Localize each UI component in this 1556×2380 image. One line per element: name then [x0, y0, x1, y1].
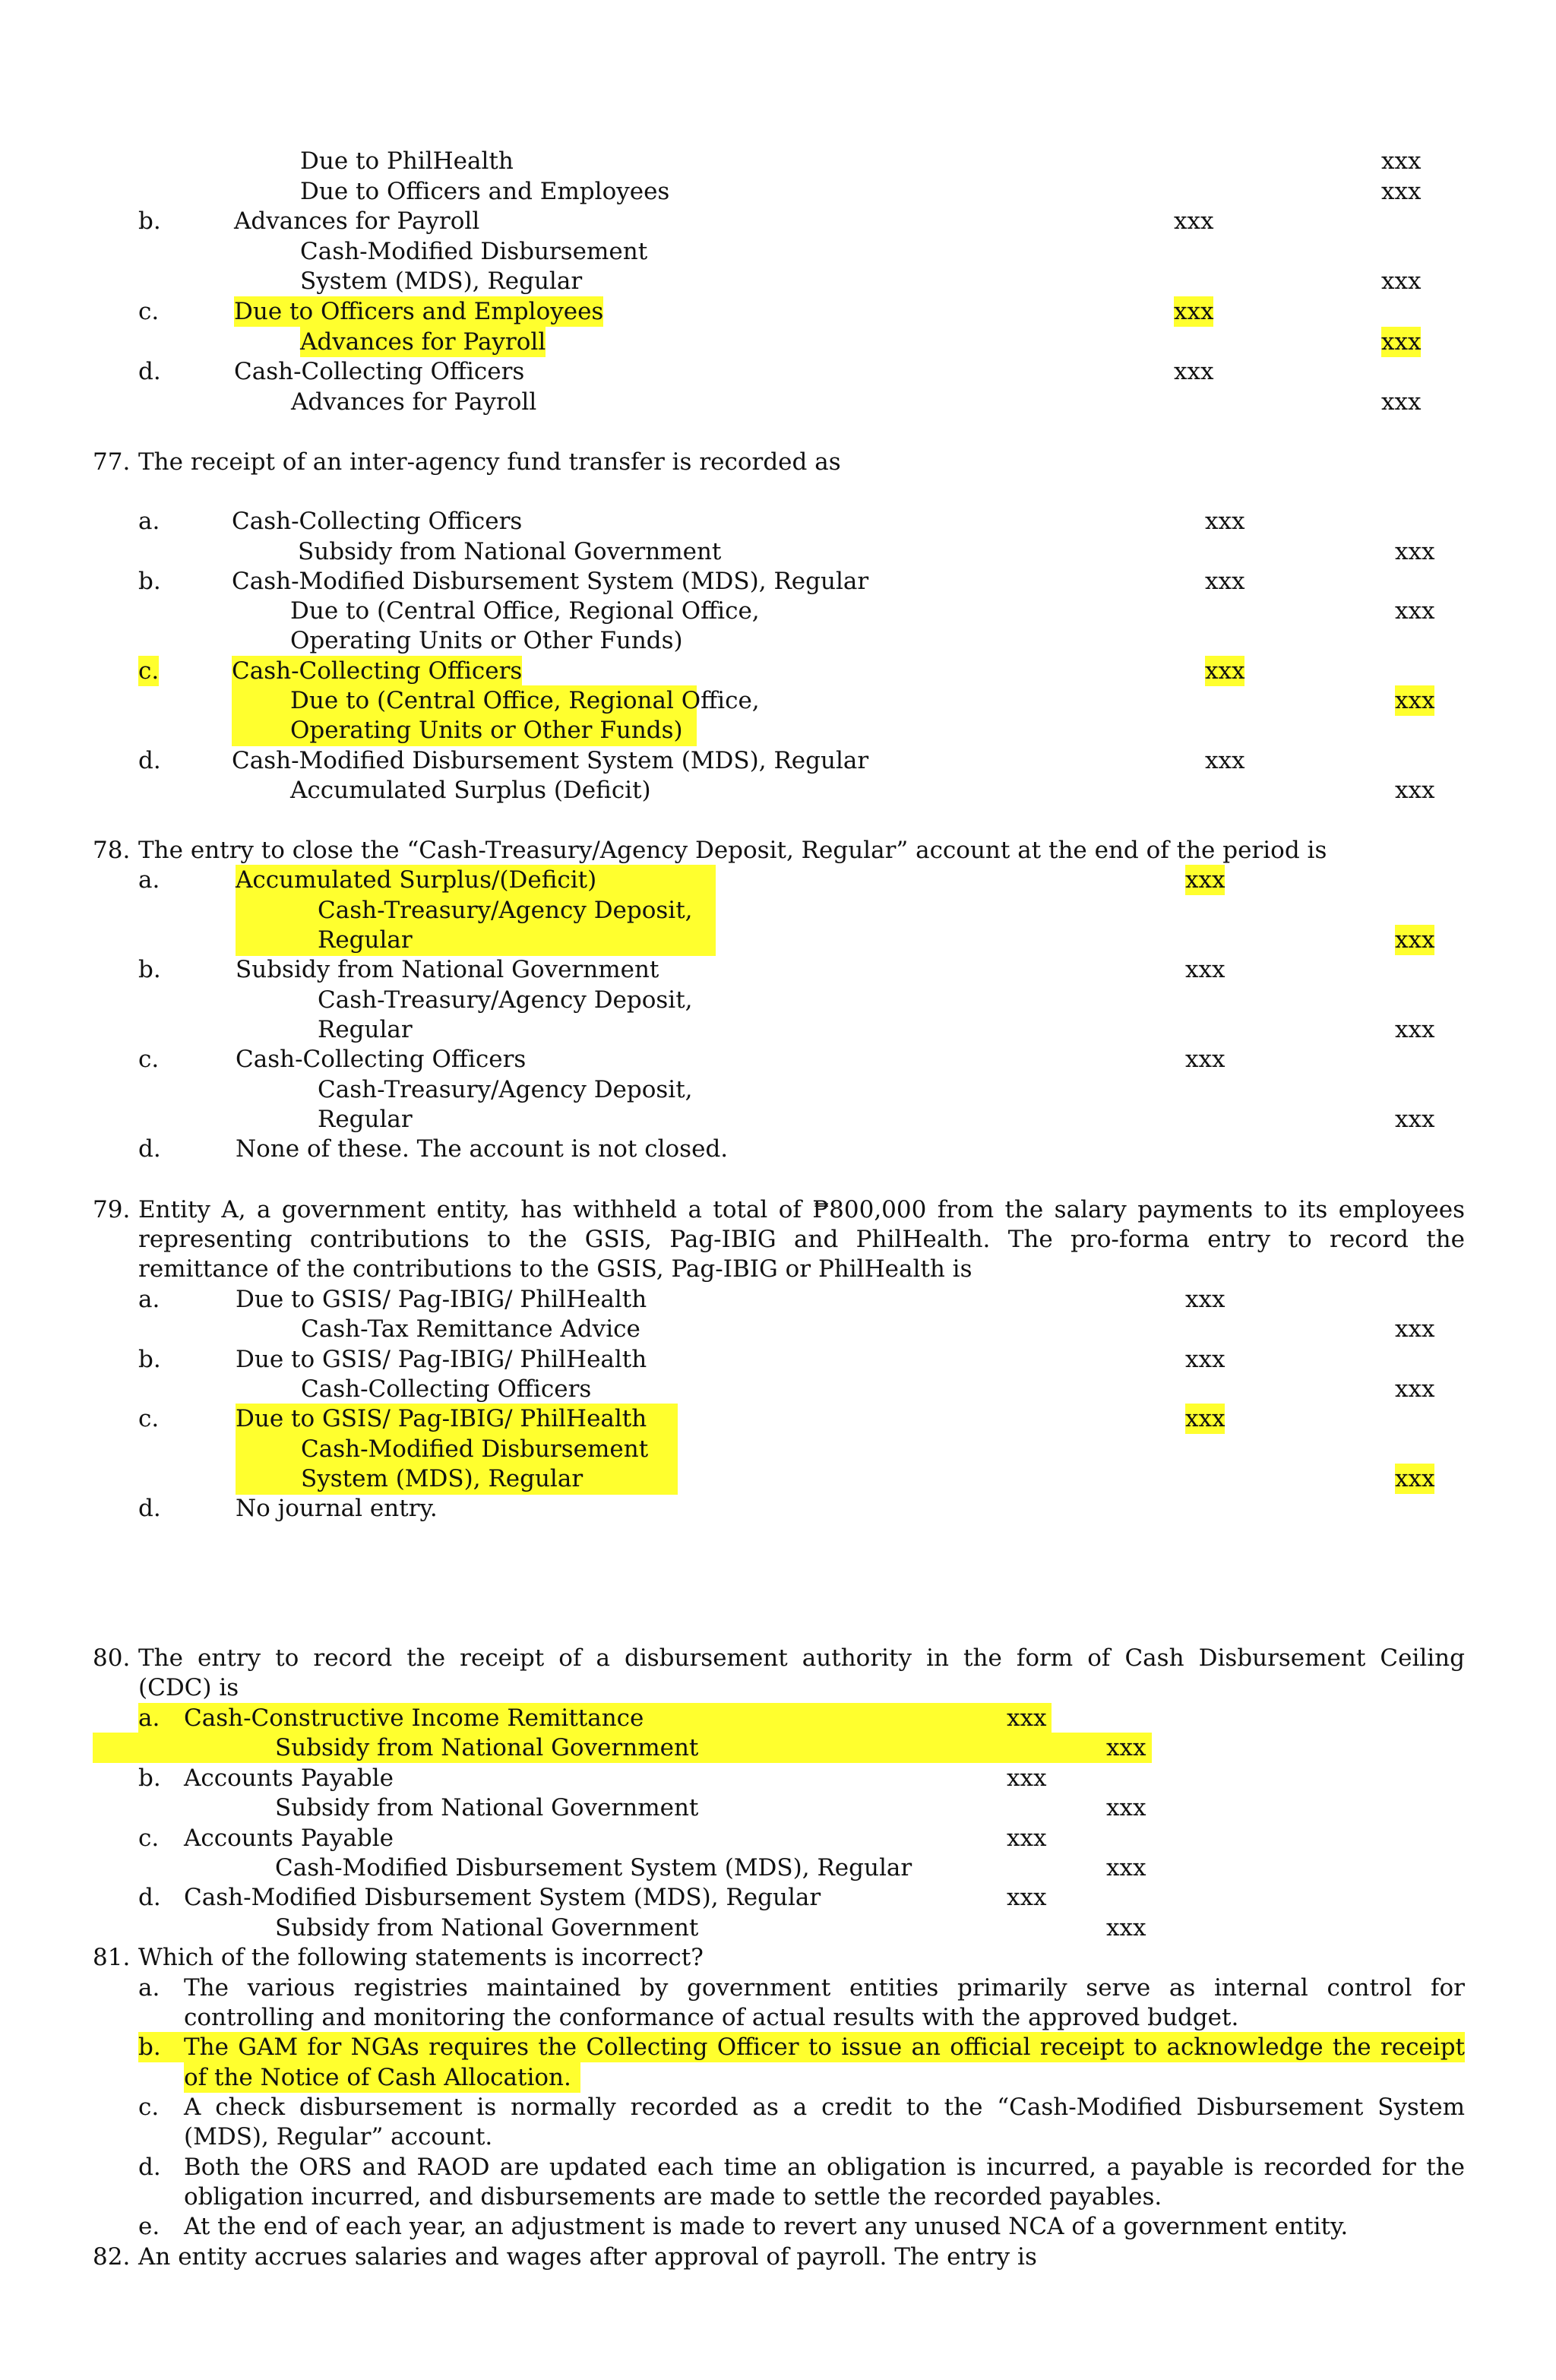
debit-amount: xxx	[1205, 747, 1245, 774]
credit-amount: xxx	[1106, 1854, 1146, 1882]
entry-credit-line: System (MDS), Regular	[300, 267, 583, 295]
entry-credit-line: Subsidy from National Government	[298, 538, 722, 565]
option-letter: b.	[138, 207, 161, 235]
credit-amount: xxx	[1395, 777, 1435, 804]
credit-amount: xxx	[1395, 1016, 1435, 1043]
entry-credit-line: Cash-Treasury/Agency Deposit,	[318, 986, 693, 1014]
question-number: 80.	[93, 1644, 131, 1672]
option-letter: a.	[138, 866, 160, 894]
answer-debit-amount: xxx	[1007, 1704, 1047, 1732]
credit-amount: xxx	[1381, 267, 1422, 295]
option-letter: d.	[138, 1135, 161, 1163]
entry-credit-line: Operating Units or Other Funds)	[290, 627, 683, 654]
answer-debit-amount: xxx	[1174, 298, 1214, 325]
question-stem-line: The entry to record the receipt of a disbursement authority in the form of Cash Disbursement Ceiling	[138, 1644, 1465, 1672]
entry-credit-line: Accumulated Surplus (Deficit)	[290, 777, 651, 804]
answer-credit-line: System (MDS), Regular	[301, 1465, 584, 1492]
answer-text-line: The GAM for NGAs requires the Collecting Officer to issue an official receipt to acknowledge the receipt	[184, 2033, 1465, 2061]
credit-amount: xxx	[1395, 1375, 1435, 1403]
entry-debit-line: Subsidy from National Government	[236, 956, 659, 983]
answer-debit-line: Cash-Collecting Officers	[232, 657, 523, 685]
entry-debit-line: Cash-Collecting Officers	[236, 1046, 527, 1073]
entry-credit-line: Subsidy from National Government	[275, 1794, 699, 1821]
option-letter: a.	[138, 1974, 160, 2002]
answer-debit-line: Due to GSIS/ Pag-IBIG/ PhilHealth	[236, 1405, 647, 1432]
question-stem-line: (CDC) is	[138, 1674, 239, 1701]
question-stem-line: Entity A, a government entity, has withheld a total of ₱800,000 from the salary payments to its employees	[138, 1196, 1465, 1223]
option-text-line: (MDS), Regular” account.	[184, 2123, 493, 2151]
debit-amount: xxx	[1007, 1764, 1047, 1792]
option-letter: b.	[138, 1346, 161, 1373]
entry-credit-line: Cash-Treasury/Agency Deposit,	[318, 1076, 693, 1103]
answer-credit-line: Cash-Treasury/Agency Deposit,	[318, 897, 693, 924]
entry-credit-line: Due to PhilHealth	[300, 147, 514, 175]
credit-amount: xxx	[1395, 597, 1435, 625]
credit-amount: xxx	[1106, 1794, 1146, 1821]
answer-debit-amount: xxx	[1205, 657, 1245, 685]
entry-credit-line: Cash-Modified Disbursement	[300, 238, 648, 265]
credit-amount: xxx	[1106, 1914, 1146, 1942]
entry-credit-line: Cash-Tax Remittance Advice	[301, 1315, 640, 1343]
option-letter: b.	[138, 568, 161, 595]
debit-amount: xxx	[1185, 1346, 1226, 1373]
answer-credit-amount: xxx	[1381, 328, 1422, 356]
answer-credit-line: Subsidy from National Government	[275, 1734, 699, 1761]
debit-amount: xxx	[1007, 1825, 1047, 1852]
question-number: 81.	[93, 1944, 131, 1971]
entry-debit-line: Cash-Collecting Officers	[232, 508, 523, 535]
debit-amount: xxx	[1185, 1286, 1226, 1313]
debit-amount: xxx	[1205, 568, 1245, 595]
entry-debit-line: Advances for Payroll	[234, 207, 480, 235]
entry-credit-line: Cash-Modified Disbursement System (MDS), Regular	[275, 1854, 912, 1882]
credit-amount: xxx	[1395, 538, 1435, 565]
option-letter: c.	[138, 1825, 160, 1852]
answer-debit-amount: xxx	[1185, 866, 1226, 894]
answer-debit-amount: xxx	[1185, 1405, 1226, 1432]
answer-credit-amount: xxx	[1395, 926, 1435, 954]
question-number: 77.	[93, 448, 131, 476]
question-number: 79.	[93, 1196, 131, 1223]
option-text-line: The various registries maintained by government entities primarily serve as internal control for	[184, 1974, 1465, 2002]
answer-credit-line: Regular	[318, 926, 413, 954]
option-text-line: controlling and monitoring the conformance of actual results with the approved budget.	[184, 2004, 1239, 2031]
question-stem: Which of the following statements is incorrect?	[138, 1944, 704, 1971]
answer-debit-line: Due to Officers and Employees	[234, 298, 604, 325]
answer-credit-line: Advances for Payroll	[300, 328, 546, 356]
entry-debit-line: Due to GSIS/ Pag-IBIG/ PhilHealth	[236, 1346, 647, 1373]
option-letter: e.	[138, 2213, 160, 2240]
question-stem-line: remittance of the contributions to the GSIS, Pag-IBIG or PhilHealth is	[138, 1255, 972, 1283]
debit-amount: xxx	[1007, 1884, 1047, 1911]
entry-credit-line: Regular	[318, 1106, 413, 1133]
question-stem: An entity accrues salaries and wages after approval of payroll. The entry is	[138, 2243, 1037, 2271]
answer-debit-line: Cash-Constructive Income Remittance	[184, 1704, 644, 1732]
credit-amount: xxx	[1381, 388, 1422, 416]
option-letter: d.	[138, 2154, 161, 2181]
question-number: 82.	[93, 2243, 131, 2271]
entry-debit-line: Due to GSIS/ Pag-IBIG/ PhilHealth	[236, 1286, 647, 1313]
entry-debit-line: Cash-Modified Disbursement System (MDS), Regular	[232, 568, 869, 595]
answer-credit-line: Due to (Central Office, Regional Office,	[290, 687, 760, 714]
option-letter: c.	[138, 298, 160, 325]
answer-debit-line: Accumulated Surplus/(Deficit)	[236, 866, 597, 894]
credit-amount: xxx	[1381, 147, 1422, 175]
option-letter: c.	[138, 1405, 160, 1432]
option-text-line: obligation incurred, and disbursements are made to settle the recorded payables.	[184, 2183, 1162, 2211]
question-stem: The entry to close the “Cash-Treasury/Agency Deposit, Regular” account at the end of the period is	[138, 837, 1327, 864]
debit-amount: xxx	[1185, 1046, 1226, 1073]
debit-amount: xxx	[1185, 956, 1226, 983]
entry-debit-line: Accounts Payable	[184, 1825, 394, 1852]
answer-text-line: of the Notice of Cash Allocation.	[184, 2064, 571, 2091]
entry-credit-line: Advances for Payroll	[291, 388, 537, 416]
answer-credit-line: Operating Units or Other Funds)	[290, 717, 683, 744]
entry-debit-line: Cash-Modified Disbursement System (MDS), Regular	[232, 747, 869, 774]
question-number: 78.	[93, 837, 131, 864]
option-letter: d.	[138, 747, 161, 774]
option-letter: b.	[138, 956, 161, 983]
question-stem: The receipt of an inter-agency fund transfer is recorded as	[138, 448, 841, 476]
option-letter: a.	[138, 1286, 160, 1313]
credit-amount: xxx	[1381, 178, 1422, 205]
option-letter: b.	[138, 1764, 161, 1792]
debit-amount: xxx	[1174, 207, 1214, 235]
option-text-line: Both the ORS and RAOD are updated each time an obligation is incurred, a payable is recorded for the	[184, 2154, 1465, 2181]
answer-option-letter: b.	[138, 2033, 161, 2061]
option-letter: d.	[138, 358, 161, 385]
option-letter: c.	[138, 1046, 160, 1073]
option-letter: c.	[138, 2094, 160, 2121]
debit-amount: xxx	[1174, 358, 1214, 385]
entry-credit-line: Due to (Central Office, Regional Office,	[290, 597, 760, 625]
credit-amount: xxx	[1395, 1106, 1435, 1133]
answer-credit-amount: xxx	[1106, 1734, 1146, 1761]
entry-credit-line: Subsidy from National Government	[275, 1914, 699, 1942]
option-text: No journal entry.	[236, 1495, 438, 1522]
option-letter: a.	[138, 1704, 160, 1732]
option-letter: d.	[138, 1495, 161, 1522]
answer-option-letter: c.	[138, 657, 160, 685]
debit-amount: xxx	[1205, 508, 1245, 535]
option-text-line: A check disbursement is normally recorded as a credit to the “Cash-Modified Disbursement System	[184, 2094, 1465, 2121]
option-letter: d.	[138, 1884, 161, 1911]
entry-credit-line: Regular	[318, 1016, 413, 1043]
answer-credit-amount: xxx	[1395, 1465, 1435, 1492]
entry-debit-line: Cash-Collecting Officers	[234, 358, 525, 385]
option-text: None of these. The account is not closed.	[236, 1135, 729, 1163]
credit-amount: xxx	[1395, 1315, 1435, 1343]
option-letter: a.	[138, 508, 160, 535]
answer-credit-amount: xxx	[1395, 687, 1435, 714]
entry-debit-line: Cash-Modified Disbursement System (MDS), Regular	[184, 1884, 821, 1911]
entry-debit-line: Accounts Payable	[184, 1764, 394, 1792]
answer-credit-line: Cash-Modified Disbursement	[301, 1435, 649, 1463]
entry-credit-line: Due to Officers and Employees	[300, 178, 670, 205]
entry-credit-line: Cash-Collecting Officers	[301, 1375, 592, 1403]
option-text-line: At the end of each year, an adjustment is made to revert any unused NCA of a government entity.	[184, 2213, 1349, 2240]
question-stem-line: representing contributions to the GSIS, Pag-IBIG and PhilHealth. The pro-forma entry to record the	[138, 1226, 1465, 1253]
